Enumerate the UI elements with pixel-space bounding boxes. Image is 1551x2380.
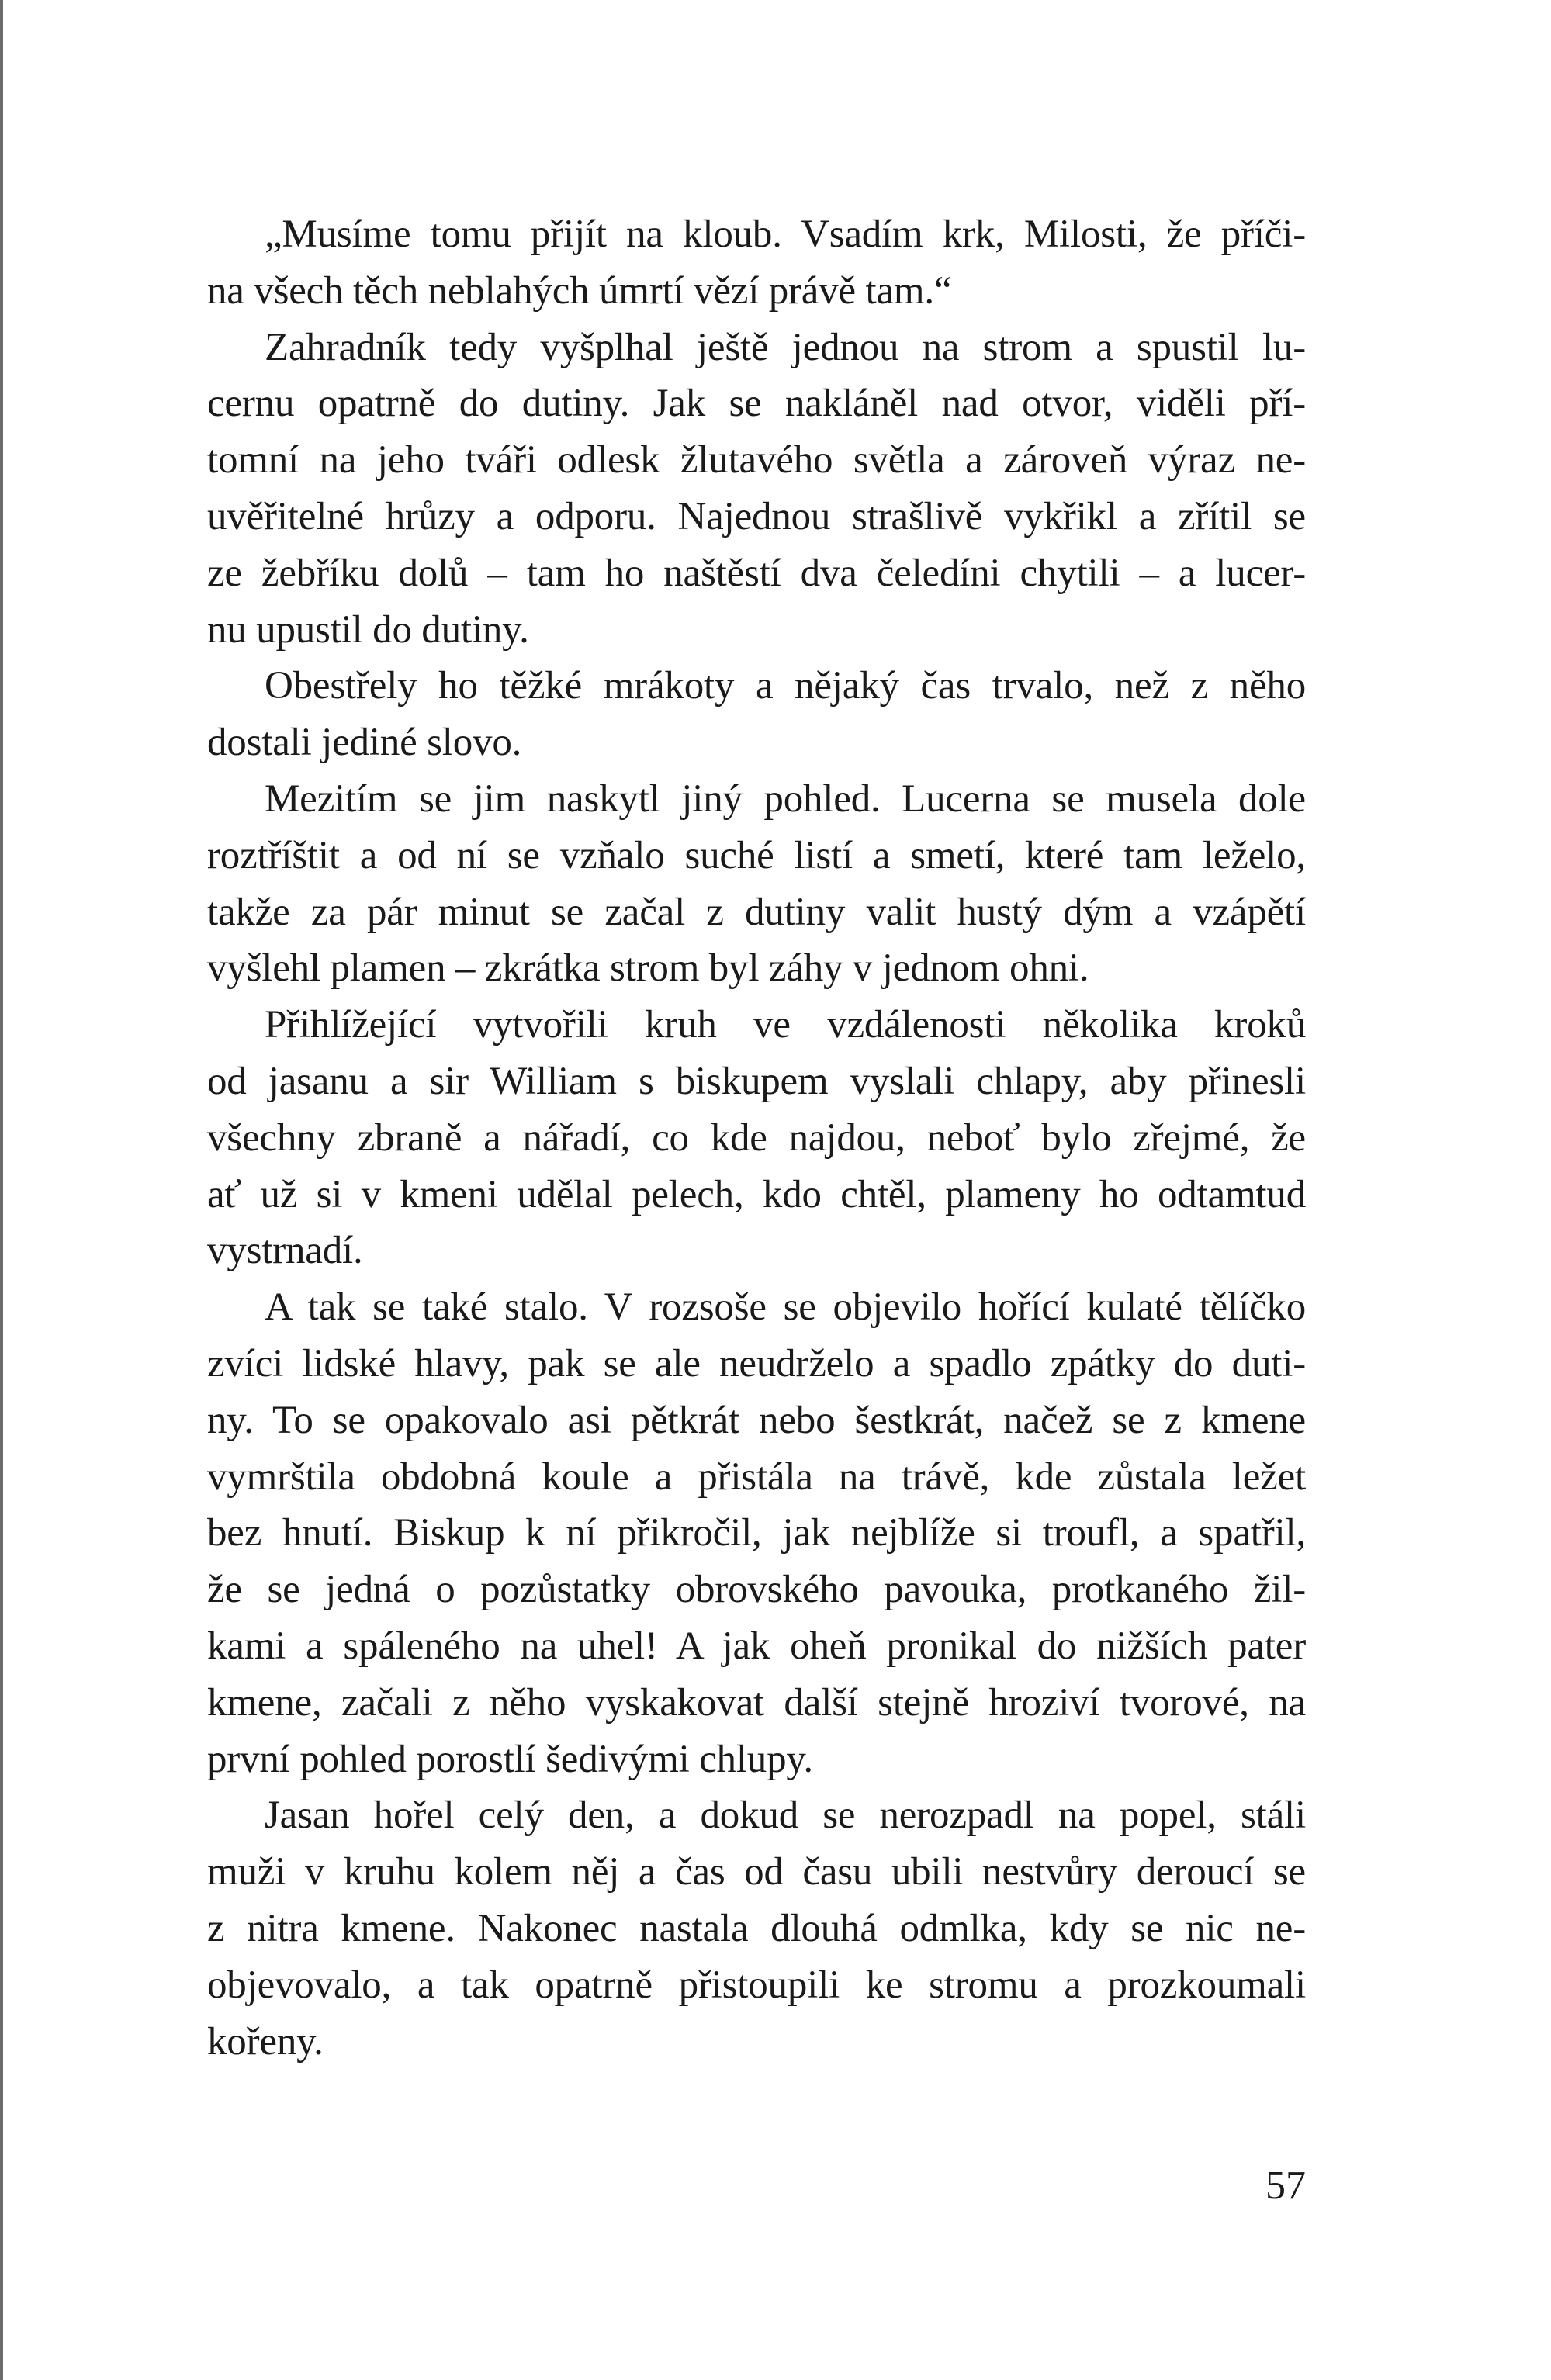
text-line: že se jedná o pozůstatky obrovského pavouka, protkaného žil- <box>207 1568 1306 1612</box>
text-line: Zahradník tedy vyšplhal ještě jednou na strom a spustil lu- <box>265 325 1306 369</box>
text-line: ny. To se opakovalo asi pětkrát nebo šestkrát, načež se z kmene <box>207 1398 1306 1442</box>
text-line: první pohled porostlí šedivými chlupy. <box>207 1737 813 1781</box>
text-line: tomní na jeho tváři odlesk žlutavého světla a zároveň výraz ne- <box>207 438 1306 483</box>
text-line: cernu opatrně do dutiny. Jak se nakláněl nad otvor, viděli pří- <box>207 382 1306 426</box>
text-line: zvíci lidské hlavy, pak se ale neudrželo a spadlo zpátky do duti- <box>207 1341 1306 1385</box>
text-line: Obestřely ho těžké mrákoty a nějaký čas trvalo, než z něho <box>265 664 1306 708</box>
text-line: z nitra kmene. Nakonec nastala dlouhá odmlka, kdy se nic ne- <box>207 1906 1306 1950</box>
text-line: muži v kruhu kolem něj a čas od času ubili nestvůry deroucí se <box>207 1850 1306 1894</box>
text-line: vymrštila obdobná koule a přistála na trávě, kde zůstala ležet <box>207 1455 1306 1499</box>
text-line: „Musíme tomu přijít na kloub. Vsadím krk, Milosti, že příči- <box>265 213 1306 256</box>
scan-edge <box>0 0 3 2380</box>
text-line: roztříštit a od ní se vzňalo suché listí a smetí, které tam leželo, <box>207 833 1306 877</box>
text-line: takže za pár minut se začal z dutiny valit hustý dým a vzápětí <box>207 890 1306 934</box>
text-line: Přihlížející vytvořili kruh ve vzdálenosti několika kroků <box>265 1003 1306 1047</box>
text-line: na všech těch neblahých úmrtí vězí právě tam.“ <box>207 268 952 313</box>
text-line: všechny zbraně a nářadí, co kde najdou, neboť bylo zřejmé, že <box>207 1116 1306 1160</box>
text-line: od jasanu a sir William s biskupem vyslali chlapy, aby přinesli <box>207 1059 1306 1103</box>
text-line: kmene, začali z něho vyskakovat další stejně hroziví tvorové, na <box>207 1680 1306 1724</box>
text-line: Jasan hořel celý den, a dokud se nerozpadl na popel, stáli <box>265 1794 1306 1838</box>
text-line: kami a spáleného na uhel! A jak oheň pronikal do nižších pater <box>207 1624 1306 1668</box>
text-line: dostali jediné slovo. <box>207 721 522 765</box>
body-text <box>207 206 1306 2070</box>
text-line: nu upustil do dutiny. <box>207 607 529 652</box>
text-line: vystrnadí. <box>207 1229 363 1273</box>
text-line: ze žebříku dolů – tam ho naštěstí dva čeledíni chytili – a lucer- <box>207 551 1306 595</box>
text-line: kořeny. <box>207 2019 324 2063</box>
page-number: 57 <box>1265 2164 1306 2208</box>
text-line: objevovalo, a tak opatrně přistoupili ke stromu a prozkoumali <box>207 1963 1306 2007</box>
text-line: A tak se také stalo. V rozsoše se objevilo hořící kulaté tělíčko <box>265 1285 1306 1330</box>
text-line: vyšlehl plamen – zkrátka strom byl záhy v jednom ohni. <box>207 946 1089 991</box>
text-line: bez hnutí. Biskup k ní přikročil, jak nejblíže si troufl, a spatřil, <box>207 1511 1306 1555</box>
text-line: uvěřitelné hrůzy a odporu. Najednou strašlivě vykřikl a zřítil se <box>207 494 1306 538</box>
text-line: Mezitím se jim naskytl jiný pohled. Lucerna se musela dole <box>265 777 1306 821</box>
text-line: ať už si v kmeni udělal pelech, kdo chtěl, plameny ho odtamtud <box>207 1172 1306 1216</box>
